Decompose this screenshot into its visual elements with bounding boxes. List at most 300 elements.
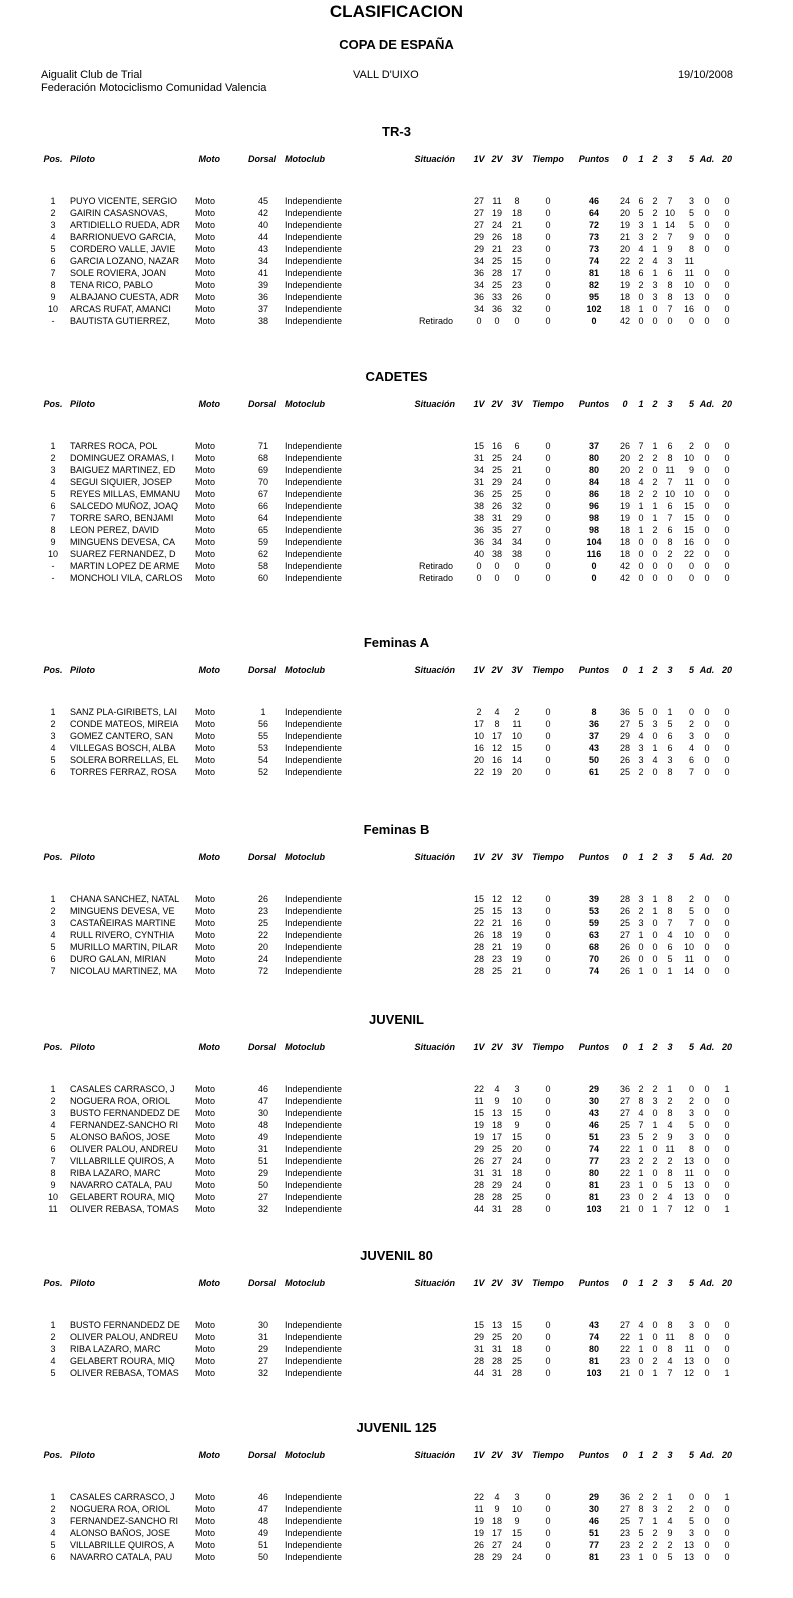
- cell-tiempo: 0: [545, 1168, 551, 1178]
- cell-ad: 0: [704, 1368, 710, 1378]
- cell-pos: 1: [50, 441, 56, 451]
- cell-ad: 0: [704, 1180, 710, 1190]
- cell-v3: 15: [511, 1108, 522, 1118]
- cell-piloto: SANZ PLA-GIRIBETS, LAI: [70, 707, 178, 717]
- cell-n1: 4: [638, 244, 644, 254]
- column-header-tiempo: Tiempo: [532, 399, 564, 409]
- column-header-motoclub: Motoclub: [285, 399, 325, 409]
- cell-v3: 21: [511, 220, 522, 230]
- cell-v3: 18: [511, 208, 522, 218]
- cell-v1: 27: [473, 196, 484, 206]
- cell-tiempo: 0: [545, 501, 551, 511]
- table-row: [0, 489, 793, 501]
- cell-n20: 0: [724, 743, 730, 753]
- cell-n0: 22: [619, 1344, 630, 1354]
- cell-n2: 2: [652, 1192, 658, 1202]
- cell-n5: 13: [683, 1180, 694, 1190]
- cell-moto: Moto: [195, 1552, 216, 1562]
- cell-n1: 2: [638, 465, 644, 475]
- cell-piloto: PUYO VICENTE, SERGIO: [70, 196, 178, 206]
- cell-v2: 29: [491, 477, 502, 487]
- cell-v1: 34: [473, 465, 484, 475]
- column-header-v2: 2V: [491, 1450, 503, 1460]
- cell-n2: 0: [652, 549, 658, 559]
- cell-n1: 0: [638, 561, 644, 571]
- cell-tiempo: 0: [545, 1120, 551, 1130]
- table-body: [0, 894, 793, 978]
- column-header-dorsal: Dorsal: [248, 1278, 277, 1288]
- column-header-n5: 5: [688, 852, 694, 862]
- cell-v3: 17: [511, 268, 522, 278]
- cell-n5: 7: [688, 918, 694, 928]
- column-header-v2: 2V: [491, 665, 503, 675]
- cell-n2: 2: [652, 477, 658, 487]
- cell-tiempo: 0: [545, 256, 551, 266]
- cell-ad: 0: [704, 1332, 710, 1342]
- cell-n1: 1: [638, 1344, 644, 1354]
- cell-n1: 2: [638, 1084, 644, 1094]
- cell-ad: 0: [704, 1084, 710, 1094]
- table-header: [0, 1278, 793, 1290]
- column-header-n0: 0: [622, 399, 628, 409]
- cell-pos: 2: [50, 1332, 56, 1342]
- cell-n0: 26: [619, 906, 630, 916]
- cell-tiempo: 0: [545, 1344, 551, 1354]
- cell-piloto: TORRE SARO, BENJAMI: [70, 513, 174, 523]
- cell-ad: 0: [704, 244, 710, 254]
- cell-n1: 7: [638, 1516, 644, 1526]
- cell-puntos: 46: [588, 1516, 599, 1526]
- column-header-n5: 5: [688, 1042, 694, 1052]
- column-header-moto: Moto: [198, 1278, 220, 1288]
- cell-pos: 1: [50, 1492, 56, 1502]
- cell-puntos: 0: [591, 316, 597, 326]
- cell-dorsal: 29: [257, 1344, 268, 1354]
- cell-motoclub: Independiente: [285, 256, 343, 266]
- cell-puntos: 50: [588, 755, 599, 765]
- cell-n3: 8: [667, 906, 673, 916]
- cell-v2: 23: [491, 954, 502, 964]
- table-row: [0, 501, 793, 513]
- cell-tiempo: 0: [545, 1552, 551, 1562]
- cell-v3: 32: [511, 501, 522, 511]
- cell-n3: 5: [667, 954, 673, 964]
- cell-piloto: OLIVER REBASA, TOMAS: [70, 1368, 179, 1378]
- cell-puntos: 81: [588, 1192, 599, 1202]
- cell-n5: 0: [688, 561, 694, 571]
- table-row: [0, 1332, 793, 1344]
- cell-ad: 0: [704, 1552, 710, 1562]
- cell-motoclub: Independiente: [285, 930, 343, 940]
- cell-n2: 0: [652, 1144, 658, 1154]
- cell-motoclub: Independiente: [285, 244, 343, 254]
- cell-ad: 0: [704, 268, 710, 278]
- column-header-pos: Pos.: [43, 154, 63, 164]
- cell-puntos: 64: [588, 208, 599, 218]
- cell-v3: 8: [514, 196, 520, 206]
- cell-pos: 2: [50, 1504, 56, 1514]
- cell-puntos: 68: [588, 942, 599, 952]
- cell-ad: 0: [704, 1320, 710, 1330]
- cell-v1: 15: [473, 441, 484, 451]
- cell-v1: 22: [473, 1084, 484, 1094]
- cell-v1: 28: [473, 1552, 484, 1562]
- cell-n2: 0: [652, 316, 658, 326]
- table-row: [0, 196, 793, 208]
- cell-n2: 2: [652, 489, 658, 499]
- cell-dorsal: 58: [257, 561, 268, 571]
- cell-puntos: 116: [586, 549, 602, 559]
- cell-ad: 0: [704, 1132, 710, 1142]
- cell-n0: 23: [619, 1552, 630, 1562]
- column-header-n2: 2: [652, 154, 658, 164]
- section-title: Feminas A: [363, 635, 430, 650]
- cell-pos: 3: [50, 465, 56, 475]
- table-row: [0, 1552, 793, 1564]
- cell-dorsal: 27: [257, 1192, 268, 1202]
- cell-tiempo: 0: [545, 1320, 551, 1330]
- cell-ad: 0: [704, 1156, 710, 1166]
- cell-n3: 8: [667, 1344, 673, 1354]
- cell-pos: -: [51, 561, 55, 571]
- cell-moto: Moto: [195, 292, 216, 302]
- cell-v2: 31: [491, 1168, 502, 1178]
- cell-ad: 0: [704, 316, 710, 326]
- cell-tiempo: 0: [545, 561, 551, 571]
- cell-n5: 10: [683, 489, 694, 499]
- cell-pos: 2: [50, 906, 56, 916]
- cell-v3: 24: [511, 453, 522, 463]
- cell-n20: 0: [724, 477, 730, 487]
- cell-n2: 3: [652, 292, 658, 302]
- table-row: [0, 942, 793, 954]
- cell-v1: 11: [474, 1096, 484, 1106]
- cell-v1: 0: [476, 561, 482, 571]
- cell-v1: 31: [473, 1168, 484, 1178]
- cell-n2: 2: [652, 1156, 658, 1166]
- cell-piloto: FERNANDEZ-SANCHO RI: [70, 1120, 179, 1130]
- cell-n5: 10: [683, 930, 694, 940]
- cell-puntos: 84: [588, 477, 599, 487]
- cell-dorsal: 64: [257, 513, 268, 523]
- cell-motoclub: Independiente: [285, 719, 343, 729]
- cell-puntos: 46: [588, 196, 599, 206]
- cell-tiempo: 0: [545, 954, 551, 964]
- cell-piloto: NOGUERA ROA, ORIOL: [70, 1504, 171, 1514]
- cell-ad: 0: [704, 1356, 710, 1366]
- cell-ad: 0: [704, 501, 710, 511]
- cell-n0: 18: [619, 477, 630, 487]
- cell-dorsal: 26: [257, 894, 268, 904]
- cell-v1: 0: [476, 316, 482, 326]
- cell-moto: Moto: [195, 316, 216, 326]
- cell-moto: Moto: [195, 1368, 216, 1378]
- cell-n5: 2: [688, 1096, 694, 1106]
- cell-motoclub: Independiente: [285, 513, 343, 523]
- cell-piloto: VILLABRILLE QUIROS, A: [70, 1156, 175, 1166]
- column-header-ad: Ad.: [699, 1450, 715, 1460]
- cell-piloto: VILLABRILLE QUIROS, A: [70, 1540, 175, 1550]
- cell-tiempo: 0: [545, 316, 551, 326]
- cell-dorsal: 47: [257, 1504, 268, 1514]
- column-header-v3: 3V: [511, 399, 523, 409]
- cell-n1: 6: [638, 196, 644, 206]
- table-row: [0, 1492, 793, 1504]
- column-header-ad: Ad.: [699, 665, 715, 675]
- cell-piloto: BAIGUEZ MARTINEZ, ED: [70, 465, 176, 475]
- cell-n2: 2: [652, 1356, 658, 1366]
- cell-piloto: DURO GALAN, MIRIAN: [70, 954, 167, 964]
- cell-puntos: 43: [588, 1320, 599, 1330]
- cell-dorsal: 31: [257, 1332, 268, 1342]
- cell-n3: 8: [667, 453, 673, 463]
- cell-piloto: CONDE MATEOS, MIREIA: [70, 719, 179, 729]
- cell-v3: 0: [514, 573, 520, 583]
- cell-moto: Moto: [195, 719, 216, 729]
- cell-n20: 0: [724, 441, 730, 451]
- cell-v1: 0: [476, 573, 482, 583]
- cell-tiempo: 0: [545, 208, 551, 218]
- cell-v3: 34: [511, 537, 522, 547]
- cell-n20: 0: [724, 767, 730, 777]
- table-row: [0, 966, 793, 978]
- cell-dorsal: 31: [257, 1144, 268, 1154]
- cell-v3: 23: [511, 244, 522, 254]
- cell-n5: 2: [688, 1504, 694, 1514]
- cell-v2: 35: [491, 525, 502, 535]
- cell-v3: 18: [511, 1168, 522, 1178]
- column-header-ad: Ad.: [699, 1042, 715, 1052]
- cell-n3: 2: [667, 1156, 673, 1166]
- cell-piloto: SOLERA BORRELLAS, EL: [70, 755, 179, 765]
- cell-motoclub: Independiente: [285, 268, 343, 278]
- cell-v2: 19: [491, 767, 502, 777]
- cell-n20: 0: [724, 1180, 730, 1190]
- cell-n0: 25: [619, 1120, 630, 1130]
- column-header-n3: 3: [667, 1042, 673, 1052]
- cell-ad: 0: [704, 292, 710, 302]
- table-row: [0, 1144, 793, 1156]
- cell-moto: Moto: [195, 244, 216, 254]
- cell-n20: 0: [724, 220, 730, 230]
- cell-n2: 4: [652, 755, 658, 765]
- cell-piloto: ALBAJANO CUESTA, ADR: [70, 292, 179, 302]
- cell-n2: 0: [652, 1180, 658, 1190]
- cell-piloto: MURILLO MARTIN, PILAR: [70, 942, 178, 952]
- cell-n1: 5: [638, 208, 644, 218]
- cell-puntos: 74: [588, 1144, 599, 1154]
- cell-piloto: MARTIN LOPEZ DE ARME: [70, 561, 180, 571]
- column-header-n3: 3: [667, 1450, 673, 1460]
- cell-motoclub: Independiente: [285, 1504, 343, 1514]
- cell-v2: 25: [491, 453, 502, 463]
- table-row: [0, 954, 793, 966]
- cell-motoclub: Independiente: [285, 573, 343, 583]
- cell-moto: Moto: [195, 465, 216, 475]
- cell-v3: 12: [511, 894, 522, 904]
- cell-tiempo: 0: [545, 731, 551, 741]
- cell-piloto: DOMINGUEZ ORAMAS, I: [70, 453, 175, 463]
- cell-piloto: NOGUERA ROA, ORIOL: [70, 1096, 171, 1106]
- cell-v1: 44: [473, 1204, 484, 1214]
- column-header-v3: 3V: [511, 852, 523, 862]
- cell-tiempo: 0: [545, 767, 551, 777]
- cell-situacion: Retirado: [418, 561, 453, 571]
- cell-v2: 26: [491, 232, 502, 242]
- cell-motoclub: Independiente: [285, 1192, 343, 1202]
- column-header-pos: Pos.: [43, 852, 63, 862]
- cell-ad: 0: [704, 767, 710, 777]
- cell-v2: 0: [494, 561, 500, 571]
- cell-n0: 20: [619, 453, 630, 463]
- table-row: [0, 232, 793, 244]
- cell-n0: 23: [619, 1156, 630, 1166]
- table-row: [0, 441, 793, 453]
- cell-moto: Moto: [195, 477, 216, 487]
- cell-n2: 0: [652, 304, 658, 314]
- cell-puntos: 81: [588, 268, 599, 278]
- cell-dorsal: 71: [257, 441, 268, 451]
- table-header: [0, 1042, 793, 1054]
- cell-n5: 9: [688, 465, 694, 475]
- cell-n1: 8: [638, 1096, 644, 1106]
- cell-piloto: OLIVER PALOU, ANDREU: [70, 1332, 178, 1342]
- cell-pos: 2: [50, 453, 56, 463]
- venue: VALL D'UIXO: [353, 69, 419, 81]
- cell-ad: 0: [704, 1120, 710, 1130]
- cell-n20: 0: [724, 513, 730, 523]
- cell-moto: Moto: [195, 930, 216, 940]
- cell-v2: 29: [491, 1180, 502, 1190]
- cell-n5: 11: [684, 256, 694, 266]
- cell-n1: 5: [638, 719, 644, 729]
- column-header-n0: 0: [622, 665, 628, 675]
- cell-ad: 0: [704, 1504, 710, 1514]
- cell-n2: 1: [652, 220, 658, 230]
- cell-puntos: 74: [588, 966, 599, 976]
- cell-pos: 6: [50, 501, 56, 511]
- cell-n3: 6: [667, 942, 673, 952]
- cell-v2: 0: [494, 573, 500, 583]
- cell-n3: 1: [667, 1492, 673, 1502]
- cell-ad: 0: [704, 894, 710, 904]
- cell-tiempo: 0: [545, 719, 551, 729]
- cell-n5: 3: [688, 196, 694, 206]
- cell-n0: 19: [619, 220, 630, 230]
- column-header-n20: 20: [721, 1278, 732, 1288]
- cell-n0: 19: [619, 501, 630, 511]
- cell-motoclub: Independiente: [285, 465, 343, 475]
- cell-tiempo: 0: [545, 549, 551, 559]
- cell-n0: 22: [619, 256, 630, 266]
- cell-v2: 16: [491, 441, 502, 451]
- cell-dorsal: 22: [257, 930, 268, 940]
- cell-v3: 24: [511, 1180, 522, 1190]
- cell-n20: 0: [724, 316, 730, 326]
- cell-puntos: 98: [588, 513, 599, 523]
- cell-n3: 7: [667, 513, 673, 523]
- column-header-n1: 1: [638, 1278, 644, 1288]
- cell-pos: 5: [50, 1132, 56, 1142]
- cell-n5: 10: [683, 280, 694, 290]
- cell-n0: 28: [619, 743, 630, 753]
- cell-n3: 6: [667, 743, 673, 753]
- cell-n1: 2: [638, 1492, 644, 1502]
- column-header-n2: 2: [652, 665, 658, 675]
- column-header-n3: 3: [667, 1278, 673, 1288]
- cell-v3: 32: [511, 304, 522, 314]
- cell-piloto: CORDERO VALLE, JAVIE: [70, 244, 176, 254]
- cell-dorsal: 56: [257, 719, 268, 729]
- cell-v3: 19: [511, 954, 522, 964]
- cell-puntos: 103: [586, 1204, 602, 1214]
- cell-v1: 38: [473, 501, 484, 511]
- cell-n20: 0: [724, 525, 730, 535]
- cell-n2: 2: [652, 1084, 658, 1094]
- table-row: [0, 280, 793, 292]
- cell-tiempo: 0: [545, 966, 551, 976]
- cell-n20: 0: [724, 280, 730, 290]
- cell-ad: 0: [704, 1192, 710, 1202]
- cell-n3: 5: [667, 719, 673, 729]
- cell-motoclub: Independiente: [285, 489, 343, 499]
- cell-n5: 7: [688, 767, 694, 777]
- cell-n2: 0: [652, 1320, 658, 1330]
- cell-pos: 1: [50, 1084, 56, 1094]
- cell-n3: 4: [667, 1356, 673, 1366]
- cell-pos: 5: [50, 489, 56, 499]
- cell-dorsal: 1: [260, 707, 266, 717]
- cell-n5: 11: [684, 1168, 694, 1178]
- cell-tiempo: 0: [545, 1096, 551, 1106]
- cell-n0: 25: [619, 918, 630, 928]
- column-header-v2: 2V: [491, 852, 503, 862]
- cell-moto: Moto: [195, 561, 216, 571]
- cell-n0: 23: [619, 1528, 630, 1538]
- cell-puntos: 39: [588, 894, 599, 904]
- cell-piloto: FERNANDEZ-SANCHO RI: [70, 1516, 179, 1526]
- cell-v2: 9: [494, 1096, 500, 1106]
- cell-n3: 0: [667, 573, 673, 583]
- cell-moto: Moto: [195, 441, 216, 451]
- cell-n5: 2: [688, 719, 694, 729]
- section-title: JUVENIL 125: [356, 1420, 437, 1435]
- cell-piloto: NICOLAU MARTINEZ, MA: [70, 966, 177, 976]
- cell-dorsal: 29: [257, 1168, 268, 1178]
- cell-n20: 0: [724, 930, 730, 940]
- column-header-dorsal: Dorsal: [248, 1450, 277, 1460]
- table-row: [0, 1204, 793, 1216]
- column-header-n0: 0: [622, 154, 628, 164]
- cell-motoclub: Independiente: [285, 1168, 343, 1178]
- cell-v3: 19: [511, 942, 522, 952]
- cell-n5: 16: [683, 304, 694, 314]
- column-header-n1: 1: [638, 852, 644, 862]
- cell-moto: Moto: [195, 1180, 216, 1190]
- cell-n20: 0: [724, 1156, 730, 1166]
- cell-dorsal: 59: [257, 537, 268, 547]
- cell-pos: 5: [50, 942, 56, 952]
- cell-tiempo: 0: [545, 755, 551, 765]
- cell-v3: 15: [511, 743, 522, 753]
- cell-n0: 36: [619, 1492, 630, 1502]
- cell-n2: 1: [652, 501, 658, 511]
- cell-piloto: SALCEDO MUÑOZ, JOAQ: [70, 501, 179, 511]
- cell-v2: 18: [491, 1516, 502, 1526]
- cell-tiempo: 0: [545, 280, 551, 290]
- cell-puntos: 43: [588, 1108, 599, 1118]
- cell-dorsal: 44: [257, 232, 268, 242]
